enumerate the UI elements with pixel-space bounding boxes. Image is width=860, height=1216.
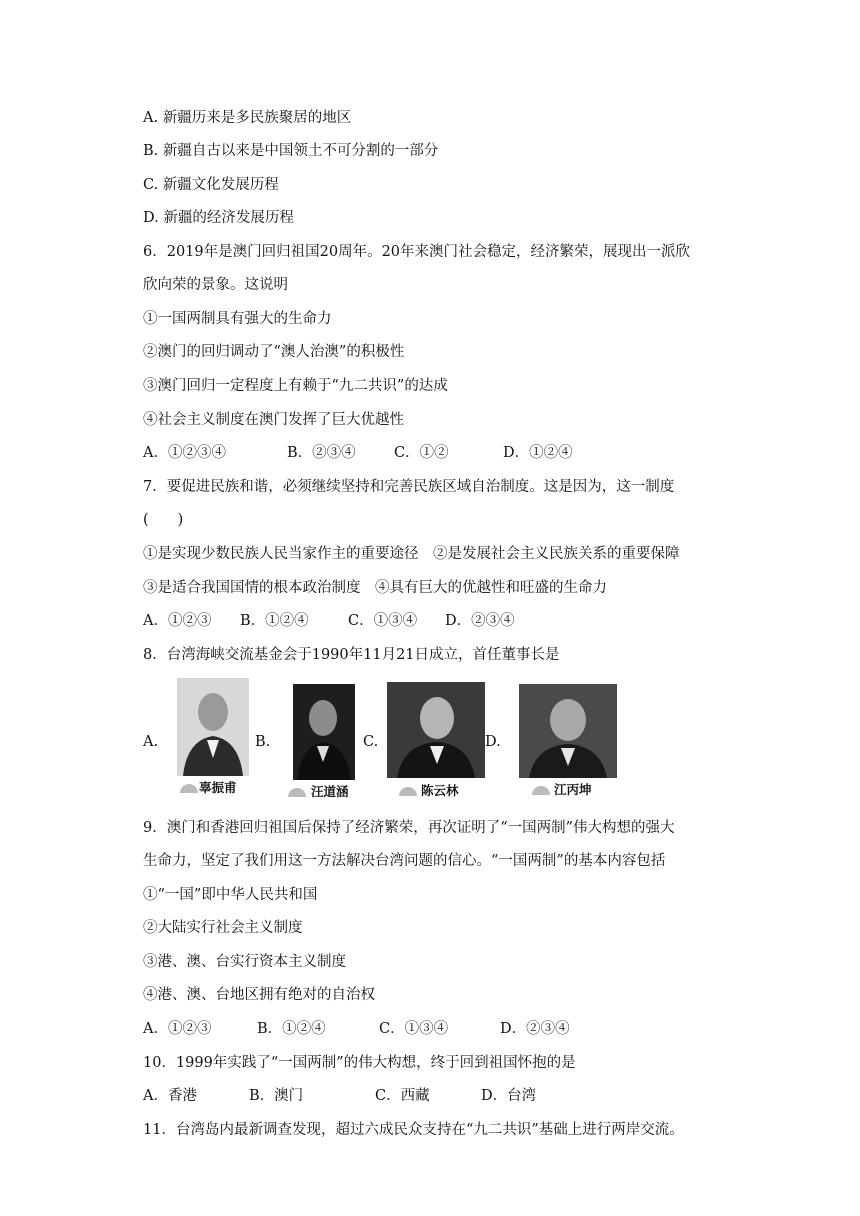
q9-option-a: A．①②③ bbox=[143, 1021, 212, 1037]
q9-options bbox=[143, 1019, 570, 1039]
q8-photo-b bbox=[293, 684, 355, 780]
q6-item-4: ④社会主义制度在澳门发挥了巨大优越性 bbox=[143, 412, 404, 428]
q5-option-a: A. 新疆历来是多民族聚居的地区 bbox=[143, 110, 352, 126]
q9-item-2: ②大陆实行社会主义制度 bbox=[143, 920, 303, 936]
q6-option-a: A．①②③④ bbox=[143, 445, 226, 461]
q7-items-line2: ③是适合我国国情的根本政治制度 ④具有巨大的优越性和旺盛的生命力 bbox=[143, 580, 607, 596]
q6-option-c: C．①② bbox=[394, 445, 449, 461]
q7-items-line1: ①是实现少数民族人民当家作主的重要途径 ②是发展社会主义民族关系的重要保障 bbox=[143, 546, 680, 562]
q8-label-b: B. bbox=[255, 734, 271, 750]
q6-item-2: ②澳门的回归调动了“澳人治澳”的积极性 bbox=[143, 344, 405, 360]
q9-option-c: C．①③④ bbox=[379, 1021, 449, 1037]
portrait-icon bbox=[293, 684, 355, 780]
q8-caption-d: 江丙坤 bbox=[554, 782, 592, 797]
q8-label-d: D. bbox=[485, 734, 501, 750]
q7-option-d: D．②③④ bbox=[445, 613, 515, 629]
q7-stem-line2: ( ) bbox=[143, 512, 184, 528]
q6-option-d: D．①②④ bbox=[503, 445, 573, 461]
q6-item-3: ③澳门回归一定程度上有赖于“九二共识”的达成 bbox=[143, 378, 448, 394]
q6-item-1: ①一国两制具有强大的生命力 bbox=[143, 311, 332, 327]
q9-item-3: ③港、澳、台实行资本主义制度 bbox=[143, 954, 346, 970]
portrait-icon bbox=[387, 682, 485, 778]
q8-caption-a: 辜振甫 bbox=[199, 780, 237, 795]
q10-option-b: B．澳门 bbox=[249, 1088, 304, 1104]
q8-photo-c bbox=[387, 682, 485, 778]
q8-photo-a bbox=[177, 678, 249, 776]
q6-stem-line2: 欣向荣的景象。这说明 bbox=[143, 277, 288, 293]
portrait-icon bbox=[519, 684, 617, 778]
q8-caption-c: 陈云林 bbox=[421, 783, 459, 798]
q10-stem: 10．1999年实践了“一国两制”的伟大构想，终于回到祖国怀抱的是 bbox=[143, 1055, 576, 1071]
q9-stem-line2: 生命力，坚定了我们用这一方法解决台湾问题的信心。“一国两制”的基本内容包括 bbox=[143, 853, 666, 869]
q9-item-4: ④港、澳、台地区拥有绝对的自治权 bbox=[143, 987, 375, 1003]
q7-options bbox=[143, 611, 515, 631]
q5-option-b: B. 新疆自古以来是中国领土不可分割的一部分 bbox=[143, 143, 439, 159]
q7-stem-line1: 7．要促进民族和谐，必须继续坚持和完善民族区域自治制度。这是因为，这一制度 bbox=[143, 479, 675, 495]
q9-item-1: ①“一国”即中华人民共和国 bbox=[143, 887, 318, 903]
q10-option-a: A．香港 bbox=[143, 1088, 197, 1104]
q8-stem: 8．台湾海峡交流基金会于1990年11月21日成立，首任董事长是 bbox=[143, 647, 560, 663]
q6-options bbox=[143, 443, 573, 463]
q8-photo-options bbox=[143, 678, 623, 802]
q7-option-b: B．①②④ bbox=[240, 613, 309, 629]
q5-option-d: D. 新疆的经济发展历程 bbox=[143, 210, 294, 226]
q9-option-b: B．①②④ bbox=[257, 1021, 326, 1037]
q5-option-c: C. 新疆文化发展历程 bbox=[143, 177, 279, 193]
q10-option-d: D．台湾 bbox=[481, 1088, 537, 1104]
q8-photo-d bbox=[519, 684, 617, 778]
portrait-icon bbox=[177, 678, 249, 776]
q6-stem-line1: 6．2019年是澳门回归祖国20周年。20年来澳门社会稳定，经济繁荣，展现出一派欣 bbox=[143, 244, 691, 260]
q11-stem: 11．台湾岛内最新调查发现，超过六成民众支持在“九二共识”基础上进行两岸交流。 bbox=[143, 1122, 684, 1138]
q8-caption-b: 汪道涵 bbox=[311, 784, 349, 799]
q6-option-b: B．②③④ bbox=[287, 445, 356, 461]
q9-option-d: D．②③④ bbox=[500, 1021, 570, 1037]
q10-options bbox=[143, 1086, 536, 1106]
q7-option-a: A．①②③ bbox=[143, 613, 212, 629]
q9-stem-line1: 9．澳门和香港回归祖国后保持了经济繁荣，再次证明了“一国两制”伟大构想的强大 bbox=[143, 820, 675, 836]
q10-option-c: C．西藏 bbox=[375, 1088, 430, 1104]
q8-label-c: C. bbox=[363, 734, 379, 750]
q8-label-a: A. bbox=[143, 734, 159, 750]
q7-option-c: C．①③④ bbox=[348, 613, 418, 629]
